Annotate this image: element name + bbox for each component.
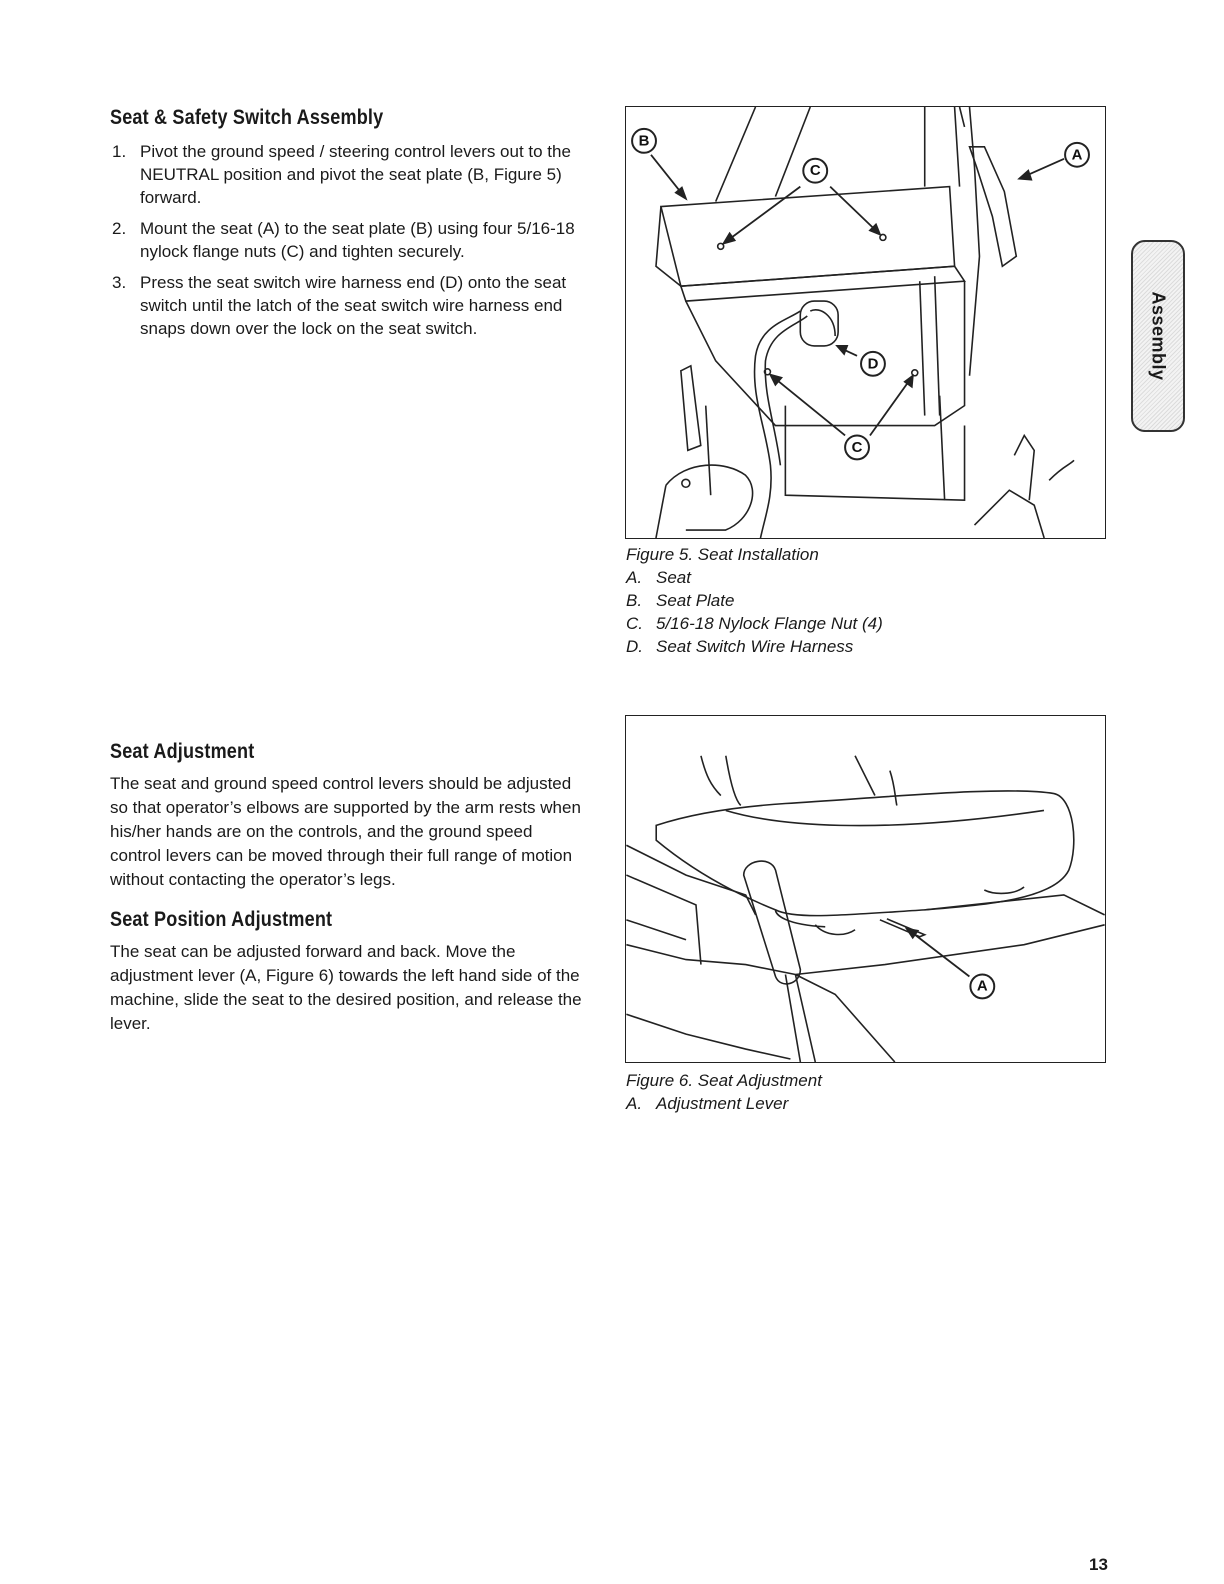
callout-a bbox=[970, 975, 994, 999]
figure-5-seat-installation bbox=[625, 106, 1106, 539]
svg-text:B: B bbox=[638, 132, 650, 150]
step-text: Pivot the ground speed / steering control levers out to the NEUTRAL position and pivot the seat plate (B, Figure 5) forward. bbox=[140, 142, 571, 207]
steps-list bbox=[110, 140, 588, 340]
step-item bbox=[110, 140, 588, 209]
callout-d bbox=[861, 352, 885, 376]
svg-text:A: A bbox=[1071, 146, 1083, 164]
seat-adjustment-illustration bbox=[626, 716, 1105, 1062]
step-number: 3. bbox=[112, 273, 127, 292]
figure-6-caption bbox=[626, 1069, 1046, 1115]
side-tab-label: Assembly bbox=[1148, 291, 1169, 381]
step-item bbox=[110, 271, 588, 340]
section-heading: Seat Adjustment bbox=[110, 740, 255, 763]
svg-text:A: A bbox=[976, 978, 988, 995]
subsection-body: The seat can be adjusted forward and back. Move the adjustment lever (A, Figure 6) towards the left hand side of the machine, slide the seat to the desired position, and release the lever. bbox=[110, 942, 582, 1033]
step-number: 1. bbox=[112, 142, 127, 161]
caption-title: Figure 5. Seat Installation bbox=[626, 545, 819, 564]
section-body: The seat and ground speed control levers should be adjusted so that operator’s elbows are supported by the arm rests when his/her hands are on the controls, and the ground speed control levers can be moved through their full range of motion without contacting the operator’s legs. bbox=[110, 774, 581, 889]
section-seat-safety-switch bbox=[110, 106, 588, 348]
callout-b bbox=[632, 129, 656, 153]
step-item bbox=[110, 217, 588, 263]
legend-item: C. 5/16-18 Nylock Flange Nut (4) bbox=[626, 614, 883, 633]
legend-item: B. Seat Plate bbox=[626, 591, 735, 610]
subsection-heading: Seat Position Adjustment bbox=[110, 908, 333, 931]
callout-c-top bbox=[803, 159, 827, 183]
svg-text:C: C bbox=[809, 162, 821, 180]
section-side-tab bbox=[1131, 240, 1185, 432]
step-text: Press the seat switch wire harness end (D) onto the seat switch until the latch of the seat switch wire harness end snaps down over the lock on the seat switch. bbox=[140, 273, 567, 338]
legend-item: A. Adjustment Lever bbox=[626, 1094, 789, 1113]
legend-item: A. Seat bbox=[626, 568, 691, 587]
callout-a bbox=[1065, 143, 1089, 167]
section-heading: Seat & Safety Switch Assembly bbox=[110, 106, 384, 129]
callout-c-bottom bbox=[845, 435, 869, 459]
legend-item: D. Seat Switch Wire Harness bbox=[626, 637, 854, 656]
svg-text:D: D bbox=[867, 355, 879, 373]
figure-6-seat-adjustment bbox=[625, 715, 1106, 1063]
page-number: 13 bbox=[1089, 1555, 1108, 1574]
step-text: Mount the seat (A) to the seat plate (B) using four 5/16-18 nylock flange nuts (C) and tighten securely. bbox=[140, 219, 575, 261]
step-number: 2. bbox=[112, 219, 127, 238]
svg-text:C: C bbox=[851, 438, 863, 456]
caption-title: Figure 6. Seat Adjustment bbox=[626, 1071, 822, 1090]
figure-5-caption bbox=[626, 543, 1046, 658]
section-seat-adjustment bbox=[110, 740, 588, 1036]
seat-installation-illustration bbox=[626, 107, 1105, 538]
